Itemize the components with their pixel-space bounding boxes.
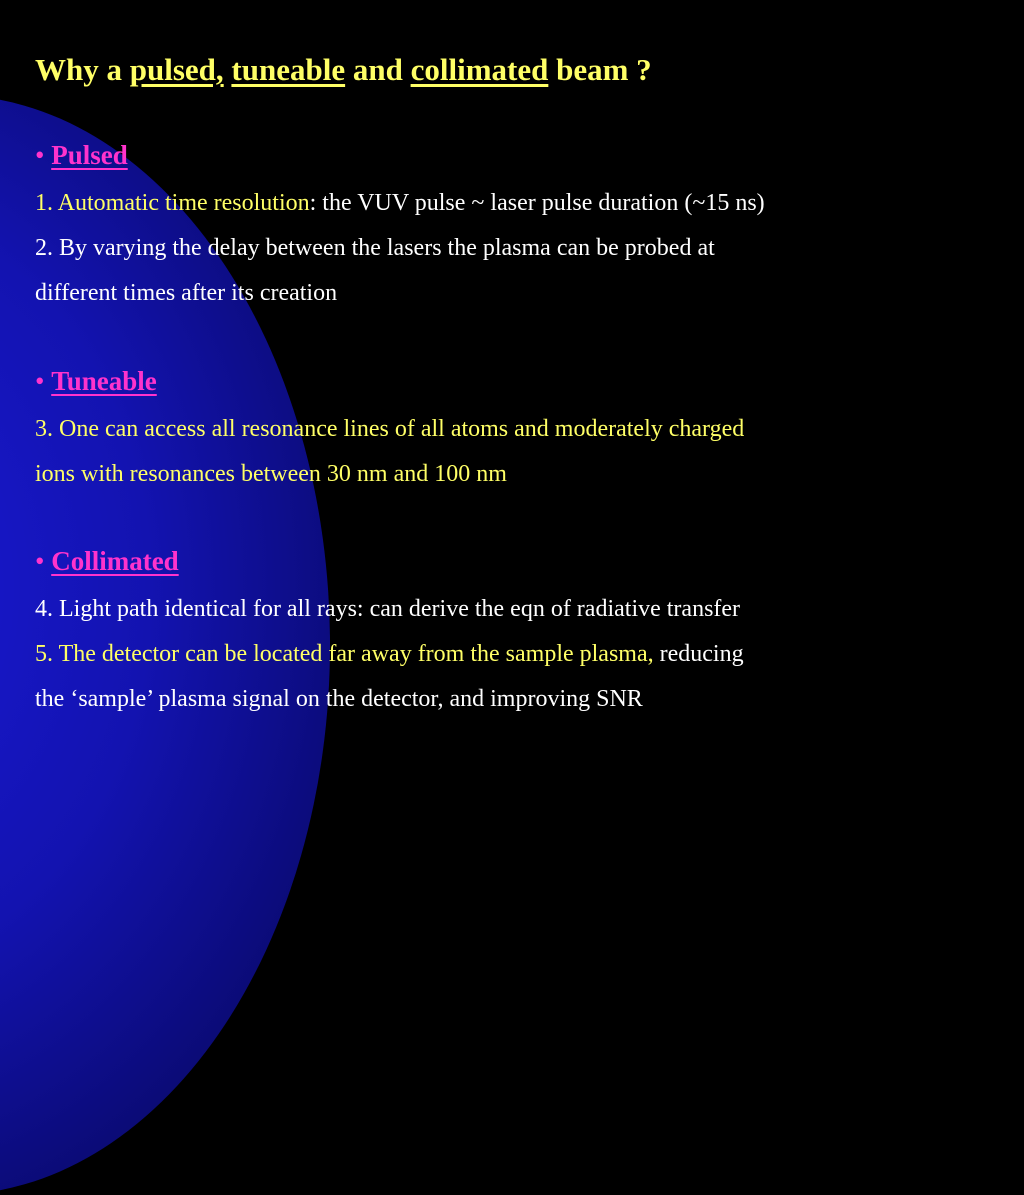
pulsed-item-2-line-1: 2. By varying the delay between the lasers the plasma can be probed at: [35, 235, 715, 261]
title-pulsed: pulsed,: [129, 52, 224, 87]
collimated-item-5-rest: reducing: [653, 641, 744, 667]
pulsed-item-2-line-2: different times after its creation: [35, 280, 338, 306]
bullet-icon: •: [35, 366, 45, 396]
heading-tuneable-row: [35, 366, 157, 397]
tuneable-item-3-line-2: ions with resonances between 30 nm and 100 nm: [35, 461, 507, 487]
collimated-item-5-line-2: the ‘sample’ plasma signal on the detector, and improving SNR: [35, 686, 643, 712]
heading-pulsed: Pulsed: [51, 140, 128, 170]
heading-collimated: Collimated: [51, 546, 179, 576]
collimated-item-5-highlight: 5. The detector can be located far away from the sample plasma,: [35, 641, 654, 667]
title-beam: beam ?: [548, 52, 652, 87]
title-collimated: collimated: [410, 52, 549, 87]
title-tuneable: tuneable: [231, 52, 346, 87]
pulsed-item-1-rest: : the VUV pulse ~ laser pulse duration (~15 ns): [309, 190, 765, 216]
bullet-icon: •: [35, 546, 45, 576]
collimated-item-4: 4. Light path identical for all rays: can derive the eqn of radiative transfer: [35, 596, 741, 622]
tuneable-item-3-line-1: 3. One can access all resonance lines of all atoms and moderately charged: [35, 416, 745, 442]
pulsed-item-1-highlight: 1. Automatic time resolution: [35, 190, 310, 216]
pulsed-item-1: [35, 190, 765, 217]
slide-title: [35, 52, 652, 88]
heading-pulsed-row: [35, 140, 128, 171]
heading-collimated-row: [35, 546, 179, 577]
collimated-item-5-line-1: [35, 641, 744, 668]
title-and: and: [345, 52, 411, 87]
heading-tuneable: Tuneable: [51, 366, 157, 396]
title-prefix: Why a: [35, 52, 130, 87]
bullet-icon: •: [35, 140, 45, 170]
